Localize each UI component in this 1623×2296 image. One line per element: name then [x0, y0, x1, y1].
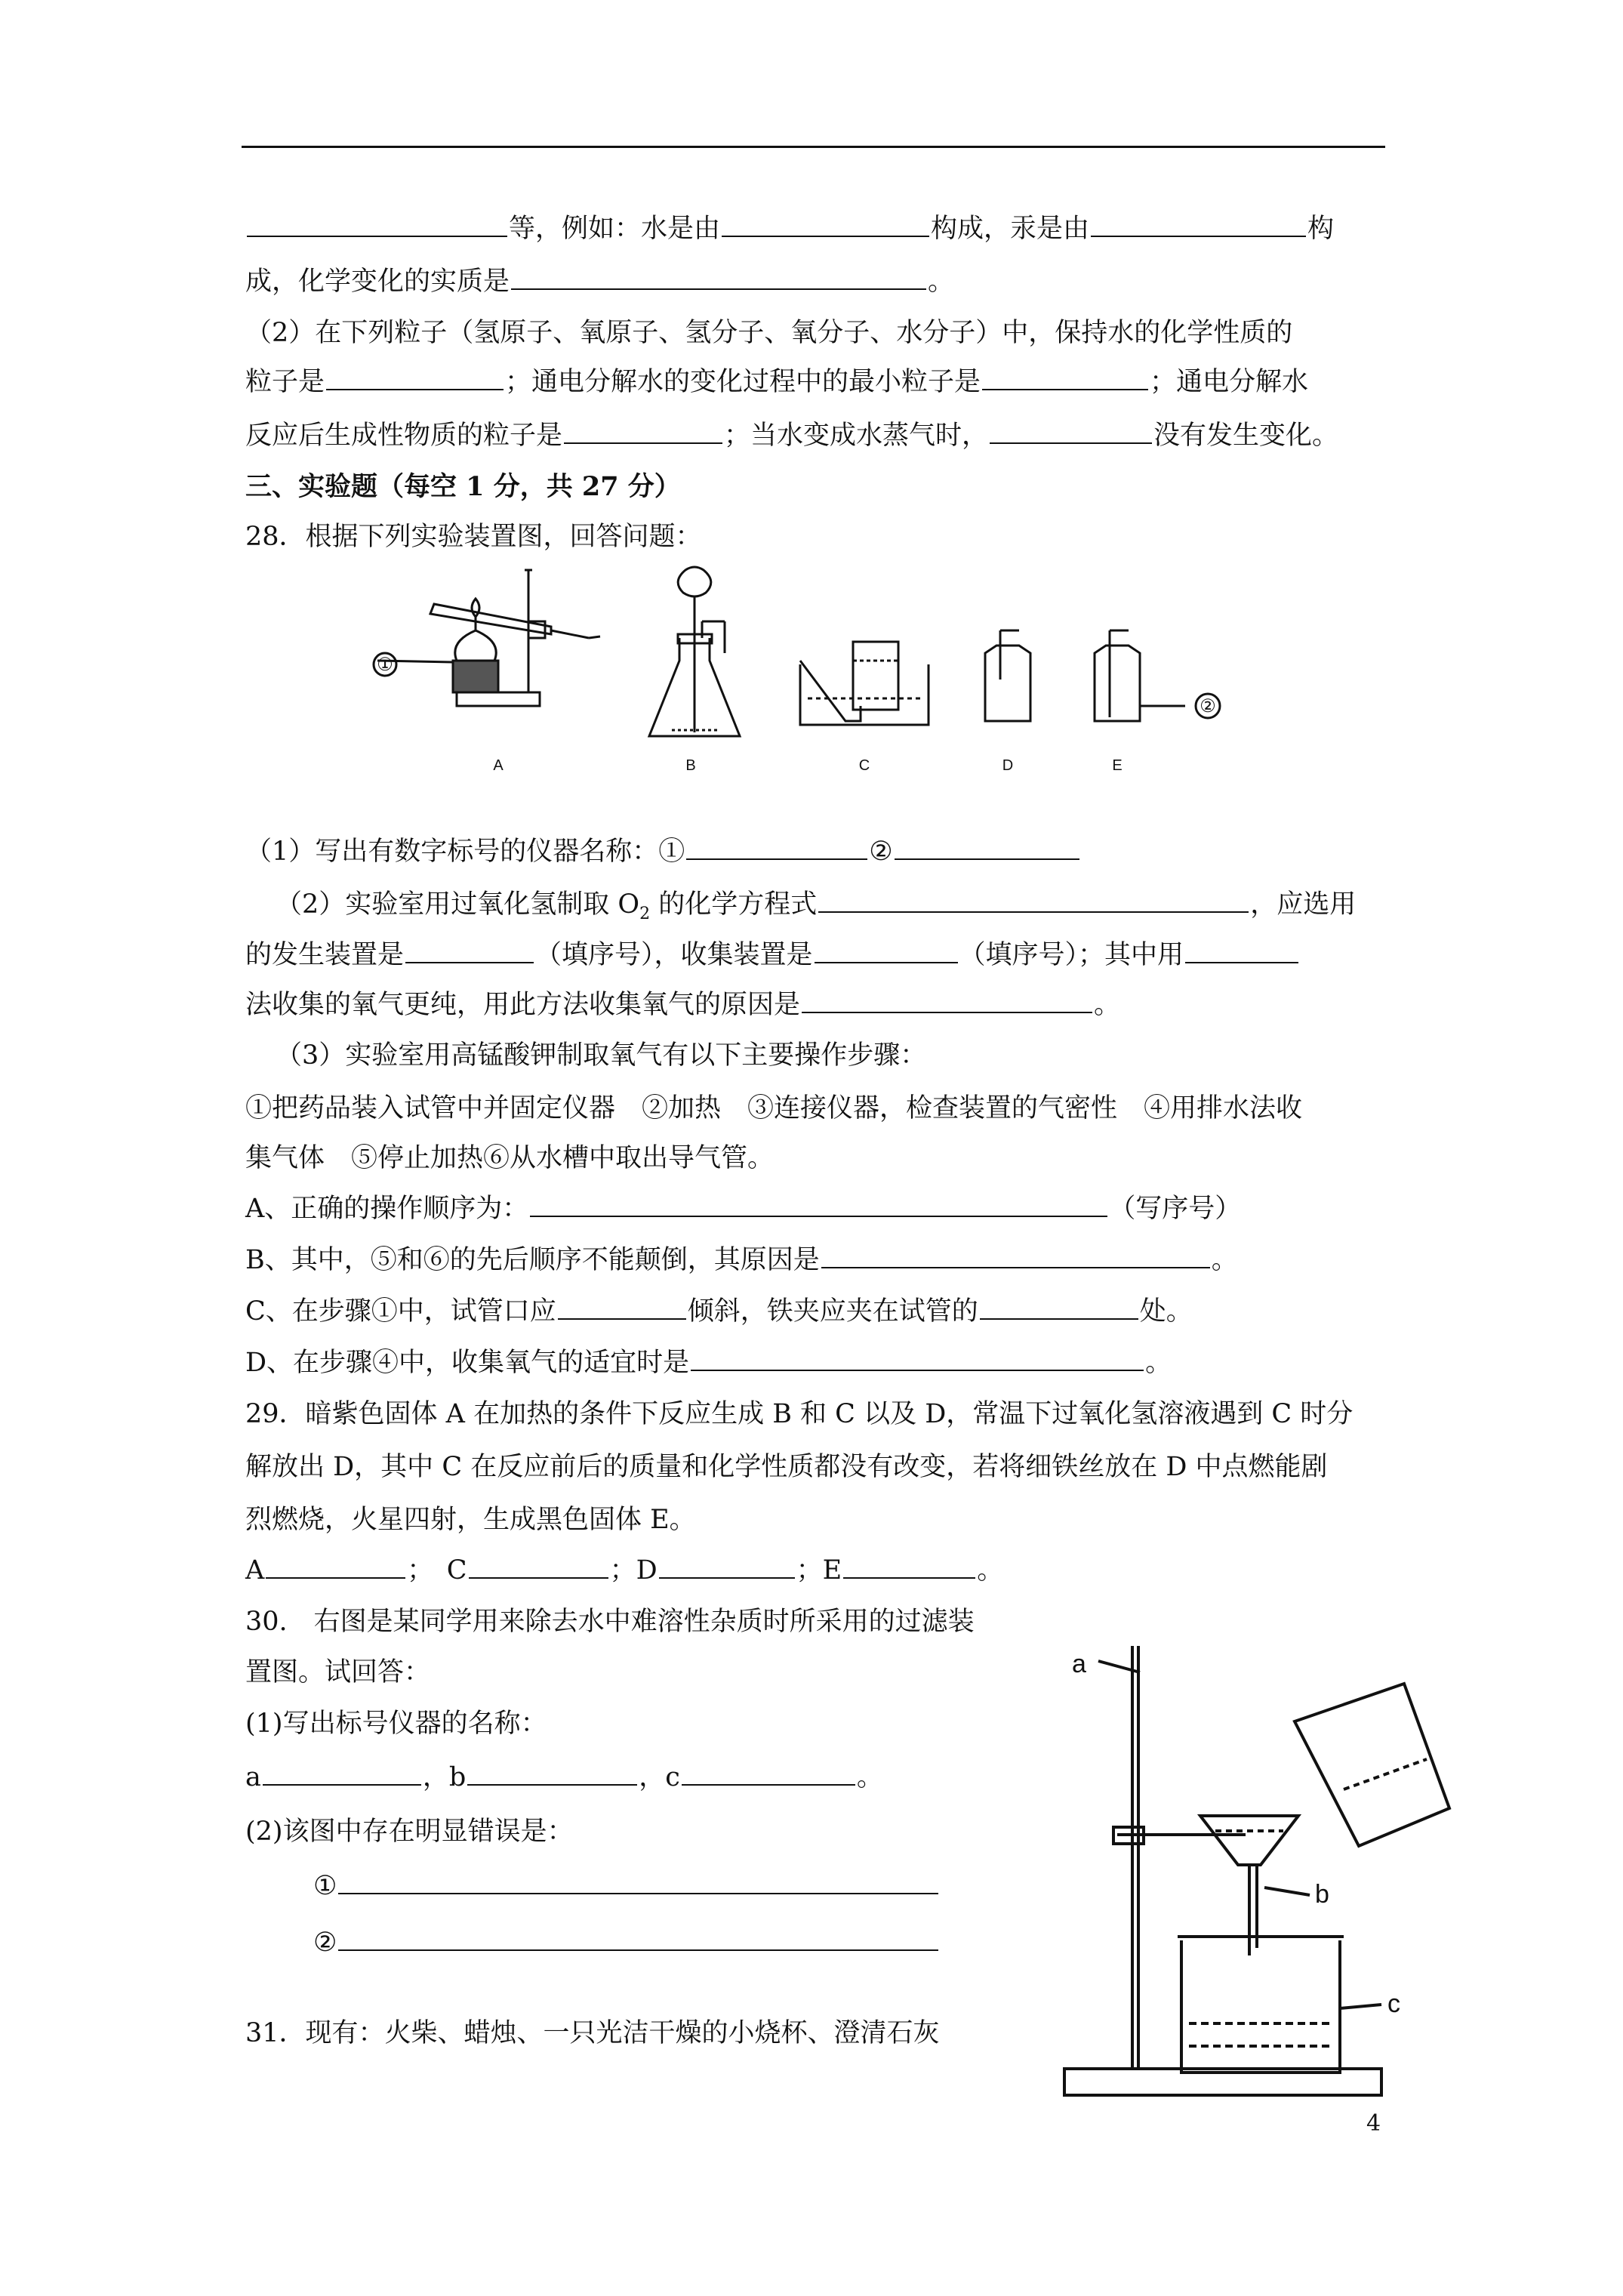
text: ②: [313, 1928, 337, 1958]
text: 。: [977, 1555, 1004, 1586]
q29-answers: [245, 1549, 1003, 1592]
text: 。: [1094, 990, 1121, 1020]
answer-blank[interactable]: [338, 1927, 938, 1951]
answer-blank[interactable]: [266, 1555, 405, 1579]
answer-blank[interactable]: [980, 1296, 1138, 1320]
q28-2-line1: [276, 883, 1356, 935]
fig-label-a: a: [1072, 1650, 1086, 1678]
q30-error2: [313, 1922, 940, 1964]
text: 。: [1145, 1348, 1172, 1378]
q30-line1: 30. 右图是某同学用来除去水中难溶性杂质时所采用的过滤装: [245, 1607, 975, 1637]
label-A: A: [493, 757, 504, 774]
answer-blank[interactable]: [558, 1296, 686, 1320]
q29-line3: 烈燃烧，火星四射，生成黑色固体 E。: [245, 1505, 696, 1535]
q30-line3: (1)写出标号仪器的名称：: [245, 1709, 547, 1739]
q30-error1: [313, 1865, 940, 1907]
fig-label-c: c: [1387, 1989, 1400, 2018]
answer-blank[interactable]: [722, 213, 929, 237]
text: （2）实验室用过氧化氢制取 O: [276, 889, 640, 920]
q27-line1: [245, 208, 1334, 250]
filtration-figure: [1042, 1638, 1464, 2122]
text: ，b: [422, 1762, 467, 1792]
page-number: 4: [1366, 2110, 1381, 2137]
answer-blank[interactable]: [564, 420, 722, 444]
text: 倾斜，铁夹应夹在试管的: [687, 1296, 978, 1327]
answer-blank[interactable]: [895, 836, 1079, 860]
text: 等，例如：水是由: [509, 214, 721, 244]
answer-blank[interactable]: [691, 1347, 1144, 1371]
answer-blank[interactable]: [990, 420, 1152, 444]
burner-block: [453, 661, 498, 692]
text: （填序号），收集装置是: [535, 940, 813, 970]
text: ；E: [796, 1555, 842, 1586]
answer-blank[interactable]: [338, 1870, 938, 1894]
text: A: [245, 1555, 265, 1586]
text: （填序号）；其中用: [959, 940, 1184, 970]
q27-2-line3: [245, 415, 1338, 457]
label-C: C: [858, 757, 870, 774]
answer-blank[interactable]: [326, 366, 504, 390]
text: 构: [1307, 214, 1335, 244]
answer-blank[interactable]: [1185, 939, 1298, 963]
q30-line5: (2)该图中存在明显错误是：: [245, 1817, 574, 1847]
answer-blank[interactable]: [982, 366, 1148, 390]
funnel: [1200, 1816, 1298, 1865]
q28-3-steps1: ①把药品装入试管中并固定仪器 ②加热 ③连接仪器，检查装置的气密性 ④用排水法收: [245, 1093, 1303, 1123]
section-heading: 三、实验题（每空 1 分，共 27 分）: [245, 471, 681, 502]
answer-blank[interactable]: [818, 889, 1249, 913]
q27-2-line2: [245, 361, 1308, 403]
q28-3-title: （3）实验室用高锰酸钾制取氧气有以下主要操作步骤：: [276, 1040, 927, 1071]
text: ；D: [609, 1555, 658, 1586]
apparatus-figure: [362, 562, 1253, 789]
q27-2-line1: （2）在下列粒子（氢原子、氧原子、氢分子、氧分子、水分子）中，保持水的化学性质的: [245, 318, 1293, 348]
text: ；当水变成水蒸气时，: [724, 421, 989, 451]
fig-label-b: b: [1315, 1880, 1329, 1909]
header-rule: [242, 146, 1385, 148]
q29-line2: 解放出 D，其中 C 在反应前后的质量和化学性质都没有改变，若将细铁丝放在 D 中点燃能剧: [245, 1452, 1328, 1482]
q28-C: [245, 1290, 1193, 1333]
q28-2-line3: [245, 984, 1120, 1026]
text: ①: [313, 1871, 337, 1901]
text: a: [245, 1762, 261, 1792]
beaker-pouring: [1295, 1684, 1449, 1846]
text: （写序号）: [1109, 1194, 1242, 1224]
label-B: B: [685, 757, 696, 774]
answer-blank[interactable]: [1091, 213, 1306, 237]
q28-2-line2: [245, 934, 1300, 976]
text: ；通电分解水的变化过程中的最小粒子是: [505, 367, 981, 397]
q28-A: [245, 1188, 1241, 1230]
answer-blank[interactable]: [686, 836, 867, 860]
text: ，c: [639, 1762, 680, 1792]
q31-line1: 31．现有：火柴、蜡烛、一只光洁干燥的小烧杯、澄清石灰: [245, 2018, 940, 2048]
q28-D: [245, 1342, 1172, 1384]
text: 没有发生变化。: [1153, 421, 1339, 451]
text: 。: [1211, 1245, 1238, 1275]
q28-title: 28．根据下列实验装置图，回答问题：: [245, 522, 702, 552]
answer-blank[interactable]: [530, 1193, 1107, 1217]
q28-B: [245, 1239, 1238, 1281]
answer-blank[interactable]: [843, 1555, 975, 1579]
text: ，应选用: [1250, 889, 1357, 920]
answer-blank[interactable]: [659, 1555, 795, 1579]
answer-blank[interactable]: [247, 213, 507, 237]
text: 。: [856, 1762, 883, 1792]
text: D、在步骤④中，收集氧气的适宜时是: [245, 1348, 690, 1378]
alcohol-lamp: [455, 630, 496, 661]
answer-blank[interactable]: [405, 939, 534, 963]
answer-blank[interactable]: [682, 1761, 855, 1786]
text: 的化学方程式: [650, 889, 818, 920]
text: （1）写出有数字标号的仪器名称：①: [245, 837, 685, 867]
text: 粒子是: [245, 367, 325, 397]
text: A、正确的操作顺序为：: [245, 1194, 529, 1224]
text: 构成，汞是由: [931, 214, 1090, 244]
answer-blank[interactable]: [821, 1244, 1210, 1268]
text: 的发生装置是: [245, 940, 405, 970]
text: 法收集的氧气更纯，用此方法收集氧气的原因是: [245, 990, 801, 1020]
text: ；通电分解水: [1150, 367, 1309, 397]
label-D: D: [1002, 757, 1014, 774]
label-E: E: [1112, 757, 1123, 774]
q27-line2: [245, 260, 954, 303]
text: C、在步骤①中，试管口应: [245, 1296, 556, 1327]
mark-2: ②: [1200, 696, 1216, 717]
q30-blanks: [245, 1756, 883, 1798]
text: 。: [928, 267, 955, 297]
answer-blank[interactable]: [511, 266, 926, 290]
text: ②: [869, 837, 893, 867]
answer-blank[interactable]: [815, 939, 958, 963]
q29-line1: 29．暗紫色固体 A 在加热的条件下反应生成 B 和 C 以及 D，常温下过氧化氢溶液遇到 C 时分: [245, 1399, 1354, 1429]
q28-1: [245, 831, 1081, 873]
q28-3-steps2: 集气体 ⑤停止加热⑥从水槽中取出导气管。: [245, 1143, 775, 1173]
answer-blank[interactable]: [802, 989, 1092, 1013]
stand-base: [457, 692, 540, 706]
answer-blank[interactable]: [263, 1761, 421, 1786]
answer-blank[interactable]: [467, 1761, 637, 1786]
mark-1: ①: [377, 655, 393, 675]
text: 处。: [1139, 1296, 1193, 1327]
subscript: 2: [639, 905, 651, 923]
text: 反应后生成性物质的粒子是: [245, 421, 563, 451]
q30-line2: 置图。试回答：: [245, 1657, 431, 1687]
text: B、其中，⑤和⑥的先后顺序不能颠倒，其原因是: [245, 1245, 820, 1275]
answer-blank[interactable]: [469, 1555, 608, 1579]
text: ； C: [407, 1555, 467, 1586]
text: 成，化学变化的实质是: [245, 267, 510, 297]
